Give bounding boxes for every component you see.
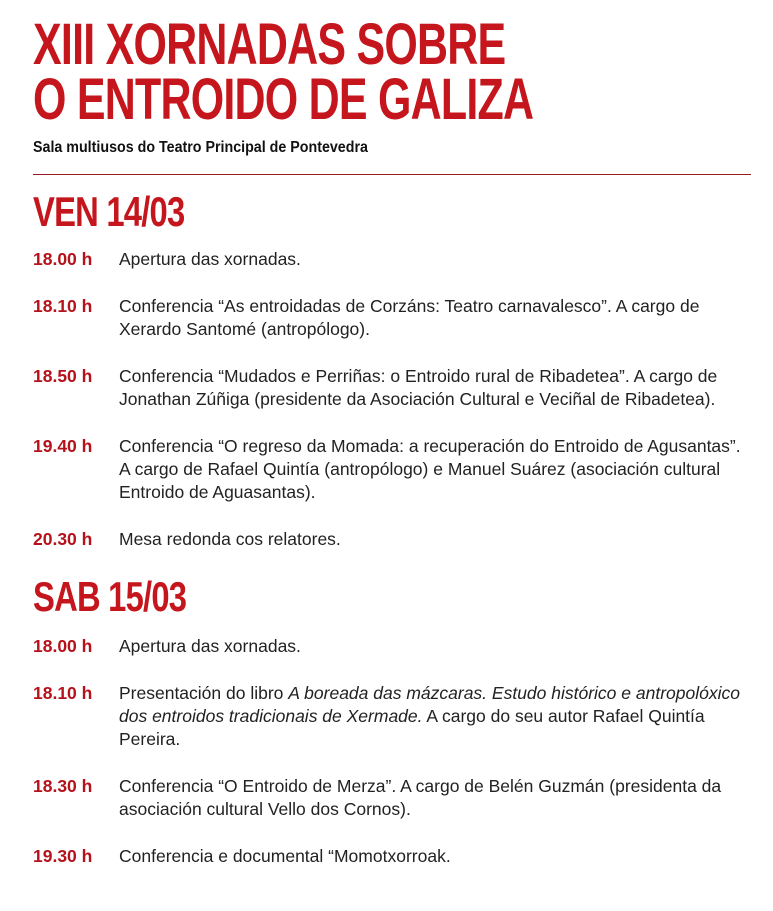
title-line-2: O ENTROIDO DE GALIZA — [33, 67, 534, 132]
item-time: 19.40 h — [33, 436, 93, 456]
program-page — [33, 12, 751, 892]
item-description: Conferencia “O Entroido de Merza”. A cargo de Belén Guzmán (presidenta da asociación cultural Vello dos Cornos). — [119, 776, 722, 819]
description-text: A cargo do seu autor Rafael Quintía Pereira. — [119, 706, 705, 749]
schedule-item — [33, 682, 751, 751]
book-title: A boreada das mázcaras. Estudo histórico e antropolóxico dos entroidos tradicionais de Xermade. — [119, 683, 740, 726]
item-description: Conferencia “As entroidadas de Corzáns: Teatro carnavalesco”. A cargo de Xerardo Santomé (antropólogo). — [119, 296, 700, 339]
item-time: 19.30 h — [33, 846, 93, 866]
description-text: Presentación do libro — [119, 683, 289, 703]
schedule-item — [33, 845, 751, 868]
schedule-friday — [33, 248, 751, 551]
item-time: 18.10 h — [33, 296, 93, 316]
schedule-item — [33, 365, 751, 411]
item-description: Conferencia “O regreso da Momada: a recuperación do Entroido de Agusantas”. A cargo de Rafael Quintía (antropólogo) e Manuel Suárez (asociación cultural Entroido de Aguasantas). — [119, 436, 741, 502]
title-line-1: XIII XORNADAS SOBRE — [33, 12, 506, 77]
day-heading-friday: VEN 14/03 — [33, 188, 185, 235]
item-description: Apertura das xornadas. — [119, 636, 301, 656]
schedule-item — [33, 528, 751, 551]
venue-subtitle: Sala multiusos do Teatro Principal de Pontevedra — [33, 139, 368, 156]
item-time: 18.30 h — [33, 776, 93, 796]
schedule-item — [33, 435, 751, 504]
divider — [33, 174, 751, 175]
schedule-saturday — [33, 635, 751, 868]
item-time: 20.30 h — [33, 529, 93, 549]
day-heading-saturday: SAB 15/03 — [33, 573, 187, 620]
schedule-item — [33, 635, 751, 658]
item-time: 18.00 h — [33, 636, 93, 656]
schedule-item — [33, 295, 751, 341]
item-description: Conferencia e documental “Momotxorroak. — [119, 846, 451, 866]
item-description: Apertura das xornadas. — [119, 249, 301, 269]
schedule-item — [33, 248, 751, 271]
item-time: 18.00 h — [33, 249, 93, 269]
item-description — [119, 682, 751, 751]
schedule-item — [33, 775, 751, 821]
item-description: Conferencia “Mudados e Perriñas: o Entroido rural de Ribadetea”. A cargo de Jonathan Zúñiga (presidente da Asociación Cultural e Veciñal de Ribadetea). — [119, 366, 718, 409]
item-description: Mesa redonda cos relatores. — [119, 529, 341, 549]
item-time: 18.10 h — [33, 683, 93, 703]
item-time: 18.50 h — [33, 366, 93, 386]
